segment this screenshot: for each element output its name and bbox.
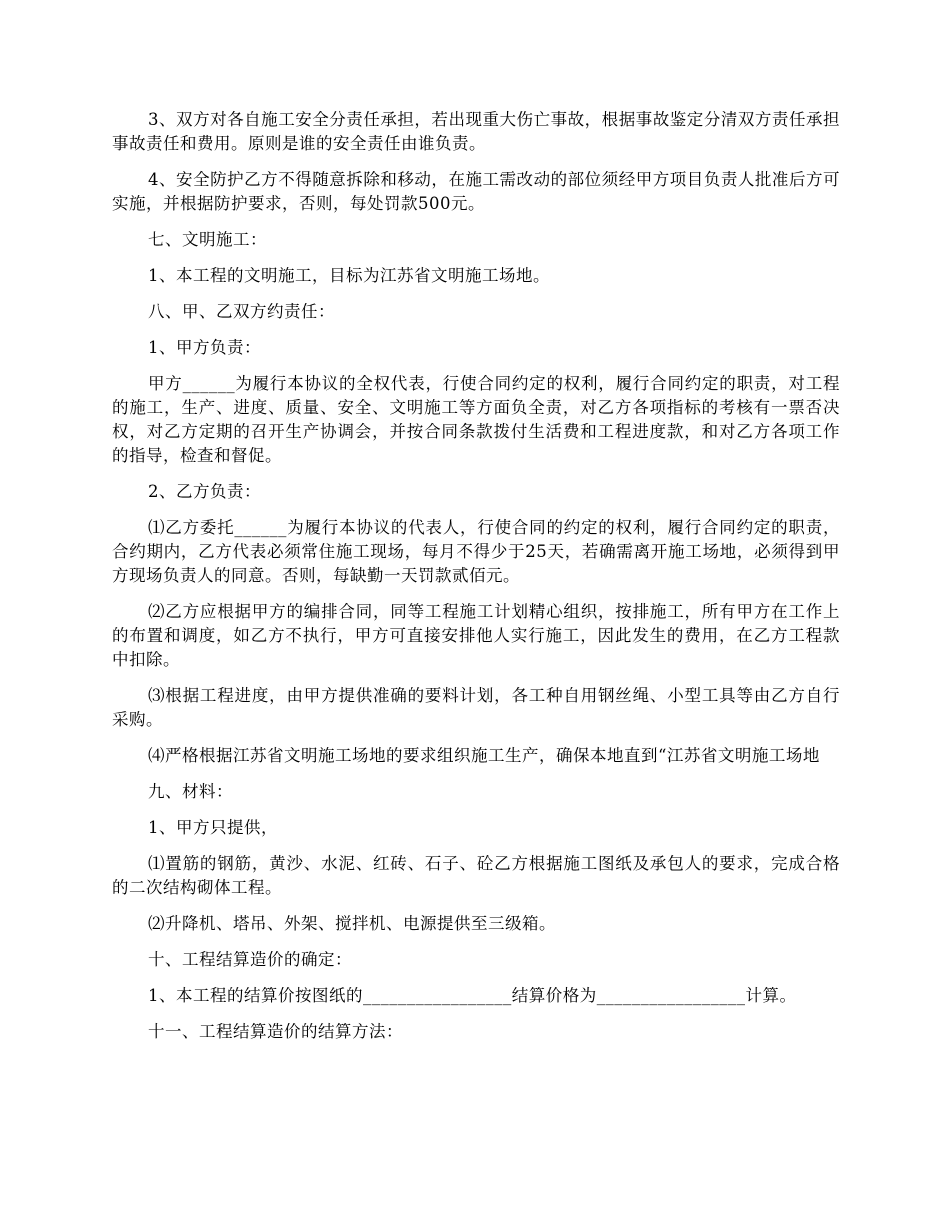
paragraph-party-b-item-2: ⑵乙方应根据甲方的编排合同，同等工程施工计划精心组织，按排施工，所有甲方在工作上的布置和调度，如乙方不执行，甲方可直接安排他人实行施工，因此发生的费用，在乙方工程款中扣除。 xyxy=(112,602,840,669)
subheading-party-a-provides: 1、甲方只提供， xyxy=(148,818,278,837)
paragraph-safety-responsibility: 3、双方对各自施工安全分责任承担，若出现重大伤亡事故，根据事故鉴定分清双方责任承担事故责任和费用。原则是谁的安全责任由谁负责。 xyxy=(112,110,840,153)
paragraph-party-b-item-4: ⑷严格根据江苏省文明施工场地的要求组织施工生产，确保本地直到“江苏省文明施工场地 xyxy=(148,746,820,765)
subheading-party-b: 2、乙方负责： xyxy=(148,482,261,501)
section-heading-settlement-price: 十、工程结算造价的确定： xyxy=(148,950,352,969)
section-heading-responsibilities: 八、甲、乙双方约责任： xyxy=(148,302,335,321)
paragraph-settlement-price: 1、本工程的结算价按图纸的_________________结算价格为_________________计算。 xyxy=(148,986,797,1005)
document-page xyxy=(112,108,840,1056)
paragraph-materials-item-2: ⑵升降机、塔吊、外架、搅拌机、电源提供至三级箱。 xyxy=(148,914,556,933)
section-heading-settlement-method: 十一、工程结算造价的结算方法： xyxy=(148,1022,403,1041)
paragraph-civilized-goal: 1、本工程的文明施工，目标为江苏省文明施工场地。 xyxy=(148,266,550,285)
paragraph-party-b-item-1: ⑴乙方委托______为履行本协议的代表人，行使合同的约定的权利，履行合同约定的职责，合约期内，乙方代表必须常住施工现场，每月不得少于25天，若确需离开施工场地，必须得到甲方现场负责人的同意。否则，每缺勤一天罚款贰佰元。 xyxy=(112,518,840,585)
subheading-party-a: 1、甲方负责： xyxy=(148,338,261,357)
section-heading-materials: 九、材料： xyxy=(148,782,233,801)
paragraph-materials-item-1: ⑴置筋的钢筋，黄沙、水泥、红砖、石子、砼乙方根据施工图纸及承包人的要求，完成合格的二次结构砌体工程。 xyxy=(112,854,840,897)
paragraph-party-a-duties: 甲方______为履行本协议的全权代表，行使合同约定的权利，履行合同约定的职责，对工程的施工，生产、进度、质量、安全、文明施工等方面负全责，对乙方各项指标的考核有一票否决权，对乙方定期的召开生产协调会，并按合同条款拨付生活费和工程进度款，和对乙方各项工作的指导，检查和督促。 xyxy=(112,374,840,465)
paragraph-party-b-item-3: ⑶根据工程进度，由甲方提供准确的要料计划，各工种自用钢丝绳、小型工具等由乙方自行采购。 xyxy=(112,686,840,729)
paragraph-safety-protection: 4、安全防护乙方不得随意拆除和移动，在施工需改动的部位须经甲方项目负责人批准后方可实施，并根据防护要求，否则，每处罚款500元。 xyxy=(112,170,840,213)
section-heading-civilized-construction: 七、文明施工： xyxy=(148,230,267,249)
